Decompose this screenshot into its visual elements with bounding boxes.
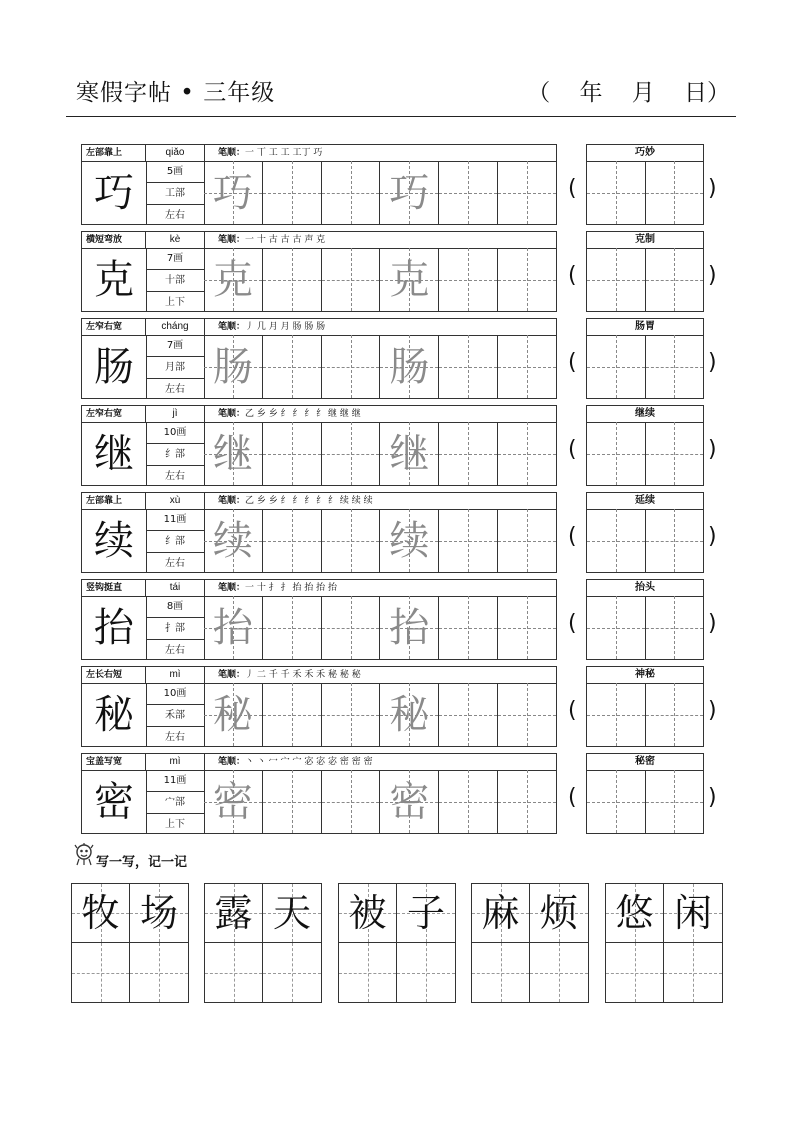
stroke-label: 笔顺： <box>218 322 246 332</box>
writing-tip: 左窄右宽 <box>82 319 146 335</box>
open-paren: ( <box>568 263 577 288</box>
word-cell[interactable] <box>587 335 646 398</box>
word-cell[interactable] <box>587 509 646 572</box>
word-title: 延续 <box>587 493 703 510</box>
writing-cell[interactable] <box>397 943 455 1002</box>
trace-character: 肠 <box>212 344 253 390</box>
page-title: 寒假字帖 • 三年级 <box>76 80 276 106</box>
mascot-icon <box>72 842 96 866</box>
open-paren: ( <box>568 611 577 636</box>
word-character: 天 <box>272 891 311 935</box>
word-cell[interactable] <box>646 683 704 746</box>
trace-character: 巧 <box>389 170 430 216</box>
structure: 左右 <box>165 384 185 395</box>
practice-grid <box>204 596 556 659</box>
stroke-order <box>218 493 552 509</box>
writing-cell[interactable] <box>606 943 664 1002</box>
word-cell[interactable] <box>646 248 704 311</box>
char-info <box>146 335 205 398</box>
writing-cell[interactable] <box>263 943 321 1002</box>
word-box <box>586 492 704 573</box>
stroke-count: 7画 <box>146 335 204 357</box>
stroke-sequence: 乙 乡 乡 纟 纟 纟 纟 继 继 继 <box>245 409 361 419</box>
model-character: 密 <box>82 770 147 833</box>
structure: 左右 <box>165 732 185 743</box>
practice-row <box>81 405 557 486</box>
writing-cell[interactable] <box>498 335 556 398</box>
writing-cell[interactable] <box>380 335 439 398</box>
writing-cell[interactable] <box>498 422 556 485</box>
word-pair-grid <box>471 883 589 1003</box>
word-grid <box>587 161 703 224</box>
model-cell <box>397 884 455 943</box>
practice-grid <box>204 161 556 224</box>
model-character: 续 <box>82 509 147 572</box>
word-pair-grid <box>71 883 189 1003</box>
word-box <box>586 144 704 225</box>
stroke-label: 笔顺： <box>218 235 246 245</box>
writing-tip: 宝盖写宽 <box>82 754 146 770</box>
close-paren: ) <box>708 263 717 288</box>
word-grid <box>587 422 703 485</box>
model-cell <box>339 884 397 943</box>
writing-cell[interactable] <box>380 683 439 746</box>
word-title: 巧妙 <box>587 145 703 162</box>
radical: 十部 <box>146 270 204 292</box>
word-cell[interactable] <box>587 770 646 833</box>
char-info <box>146 770 205 833</box>
radical: 工部 <box>146 183 204 205</box>
writing-cell[interactable] <box>322 248 381 311</box>
trace-character: 克 <box>389 257 430 303</box>
open-paren: ( <box>568 176 577 201</box>
writing-tip: 左部靠上 <box>82 493 146 509</box>
writing-cell[interactable] <box>263 161 322 224</box>
word-character: 烦 <box>539 891 578 935</box>
close-paren: ) <box>708 785 717 810</box>
writing-cell[interactable] <box>380 770 439 833</box>
pinyin: xù <box>146 493 205 509</box>
writing-cell[interactable] <box>380 161 439 224</box>
writing-cell[interactable] <box>498 770 556 833</box>
close-paren: ) <box>708 437 717 462</box>
model-cell <box>606 884 664 943</box>
header-divider <box>66 116 736 117</box>
trace-character: 密 <box>212 779 253 825</box>
writing-cell[interactable] <box>263 248 322 311</box>
word-character: 场 <box>139 891 178 935</box>
writing-cell[interactable] <box>498 161 556 224</box>
writing-tip: 左长右短 <box>82 667 146 683</box>
pinyin: tái <box>146 580 205 596</box>
word-cell[interactable] <box>646 335 704 398</box>
word-character: 露 <box>214 891 253 935</box>
practice-grid <box>204 335 556 398</box>
open-paren: ( <box>568 350 577 375</box>
stroke-count: 7画 <box>146 248 204 270</box>
writing-cell[interactable] <box>263 596 322 659</box>
practice-grid <box>204 422 556 485</box>
trace-character: 继 <box>389 431 430 477</box>
writing-cell[interactable] <box>439 422 498 485</box>
stroke-sequence: 丿 二 千 千 禾 禾 禾 秘 秘 秘 <box>245 670 361 680</box>
writing-cell[interactable] <box>204 422 263 485</box>
writing-cell[interactable] <box>322 161 381 224</box>
writing-cell[interactable] <box>263 422 322 485</box>
writing-cell[interactable] <box>322 509 381 572</box>
stroke-sequence: 乙 乡 乡 纟 纟 纟 纟 纟 续 续 续 <box>245 496 373 506</box>
model-cell <box>72 884 130 943</box>
writing-tip: 左窄右宽 <box>82 406 146 422</box>
radical: 月部 <box>146 357 204 379</box>
word-cell[interactable] <box>587 596 646 659</box>
model-cell <box>664 884 722 943</box>
trace-character: 续 <box>389 518 430 564</box>
model-character: 继 <box>82 422 147 485</box>
date-field: （ 年 月 日） <box>527 80 730 106</box>
word-cell[interactable] <box>646 770 704 833</box>
writing-cell[interactable] <box>322 422 381 485</box>
practice-grid <box>204 509 556 572</box>
word-character: 悠 <box>615 891 654 935</box>
writing-cell[interactable] <box>380 248 439 311</box>
writing-cell[interactable] <box>205 943 263 1002</box>
char-info <box>146 422 205 485</box>
word-grid <box>587 683 703 746</box>
word-title: 神秘 <box>587 667 703 684</box>
stroke-sequence: 丶 丶 冖 宀 宀 宓 宓 宓 密 密 密 <box>245 757 373 767</box>
stroke-order <box>218 406 552 422</box>
close-paren: ) <box>708 698 717 723</box>
open-paren: ( <box>568 785 577 810</box>
writing-cell[interactable] <box>439 161 498 224</box>
writing-cell[interactable] <box>498 509 556 572</box>
practice-row <box>81 144 557 225</box>
word-cell[interactable] <box>587 161 646 224</box>
model-character: 抬 <box>82 596 147 659</box>
trace-character: 续 <box>212 518 253 564</box>
writing-cell[interactable] <box>204 770 263 833</box>
word-character: 子 <box>406 891 445 935</box>
word-box <box>586 753 704 834</box>
stroke-label: 笔顺： <box>218 148 246 158</box>
word-cell[interactable] <box>646 422 704 485</box>
open-paren: ( <box>568 437 577 462</box>
word-character: 牧 <box>81 891 120 935</box>
model-cell <box>130 884 188 943</box>
writing-cell[interactable] <box>322 596 381 659</box>
writing-cell[interactable] <box>439 248 498 311</box>
practice-row <box>81 666 557 747</box>
writing-cell[interactable] <box>204 596 263 659</box>
stroke-sequence: 一 丅 工 工 工丁 巧 <box>245 148 323 158</box>
word-title: 继续 <box>587 406 703 423</box>
writing-cell[interactable] <box>339 943 397 1002</box>
stroke-order <box>218 580 552 596</box>
writing-cell[interactable] <box>380 422 439 485</box>
writing-cell[interactable] <box>322 335 381 398</box>
radical: 宀部 <box>146 792 204 814</box>
word-pair-grid <box>605 883 723 1003</box>
structure: 左右 <box>165 645 185 656</box>
word-character: 被 <box>348 891 387 935</box>
word-pair-grid <box>338 883 456 1003</box>
word-grid <box>587 248 703 311</box>
writing-cell[interactable] <box>439 683 498 746</box>
trace-character: 继 <box>212 431 253 477</box>
word-grid <box>587 596 703 659</box>
word-pair-grid <box>204 883 322 1003</box>
writing-cell[interactable] <box>263 509 322 572</box>
writing-cell[interactable] <box>204 161 263 224</box>
model-character: 巧 <box>82 161 147 224</box>
practice-grid <box>204 770 556 833</box>
writing-cell[interactable] <box>322 770 381 833</box>
stroke-order <box>218 667 552 683</box>
structure: 左右 <box>165 471 185 482</box>
stroke-order <box>218 754 552 770</box>
stroke-label: 笔顺： <box>218 583 246 593</box>
open-paren: ( <box>568 698 577 723</box>
writing-cell[interactable] <box>498 596 556 659</box>
writing-cell[interactable] <box>498 683 556 746</box>
stroke-label: 笔顺： <box>218 757 246 767</box>
writing-cell[interactable] <box>472 943 530 1002</box>
word-cell[interactable] <box>587 683 646 746</box>
char-info <box>146 248 205 311</box>
word-box <box>586 666 704 747</box>
word-grid <box>587 509 703 572</box>
stroke-sequence: 一 十 扌 扌 抬 抬 抬 抬 <box>245 583 338 593</box>
writing-cell[interactable] <box>380 596 439 659</box>
practice-row <box>81 492 557 573</box>
writing-cell[interactable] <box>204 248 263 311</box>
pinyin: jì <box>146 406 205 422</box>
writing-cell[interactable] <box>439 770 498 833</box>
stroke-order <box>218 232 552 248</box>
model-character: 秘 <box>82 683 147 746</box>
writing-cell[interactable] <box>263 335 322 398</box>
word-box <box>586 231 704 312</box>
structure: 上下 <box>165 819 185 830</box>
writing-cell[interactable] <box>263 770 322 833</box>
model-cell <box>472 884 530 943</box>
writing-cell[interactable] <box>204 335 263 398</box>
pinyin: mì <box>146 754 205 770</box>
pinyin: mì <box>146 667 205 683</box>
practice-row <box>81 231 557 312</box>
word-cell[interactable] <box>646 596 704 659</box>
stroke-count: 8画 <box>146 596 204 618</box>
practice-row <box>81 318 557 399</box>
practice-grid <box>204 248 556 311</box>
radical: 禾部 <box>146 705 204 727</box>
practice-row <box>81 753 557 834</box>
writing-cell[interactable] <box>263 683 322 746</box>
trace-character: 密 <box>389 779 430 825</box>
pinyin: qiǎo <box>146 145 205 161</box>
model-character: 肠 <box>82 335 147 398</box>
writing-cell[interactable] <box>72 943 130 1002</box>
stroke-sequence: 一 十 古 古 古 声 克 <box>245 235 326 245</box>
char-info <box>146 509 205 572</box>
stroke-count: 11画 <box>146 509 204 531</box>
stroke-label: 笔顺： <box>218 496 246 506</box>
char-info <box>146 596 205 659</box>
trace-character: 秘 <box>389 692 430 738</box>
close-paren: ) <box>708 350 717 375</box>
word-grid <box>587 770 703 833</box>
close-paren: ) <box>708 611 717 636</box>
writing-cell[interactable] <box>439 335 498 398</box>
stroke-count: 10画 <box>146 683 204 705</box>
stroke-sequence: 丿 几 月 月 肠 肠 肠 <box>245 322 326 332</box>
stroke-label: 笔顺： <box>218 409 246 419</box>
writing-cell[interactable] <box>204 683 263 746</box>
word-character: 闲 <box>673 891 712 935</box>
writing-cell[interactable] <box>439 509 498 572</box>
writing-tip: 横短弯放 <box>82 232 146 248</box>
radical: 纟部 <box>146 531 204 553</box>
trace-character: 肠 <box>389 344 430 390</box>
close-paren: ) <box>708 524 717 549</box>
word-cell[interactable] <box>587 248 646 311</box>
trace-character: 克 <box>212 257 253 303</box>
stroke-count: 11画 <box>146 770 204 792</box>
pinyin: cháng <box>146 319 205 335</box>
writing-cell[interactable] <box>498 248 556 311</box>
writing-cell[interactable] <box>130 943 188 1002</box>
writing-cell[interactable] <box>380 509 439 572</box>
word-cell[interactable] <box>587 422 646 485</box>
word-title: 抬头 <box>587 580 703 597</box>
section-title: 写一写，记一记 <box>96 855 188 870</box>
structure: 上下 <box>165 297 185 308</box>
close-paren: ) <box>708 176 717 201</box>
model-cell <box>205 884 263 943</box>
practice-row <box>81 579 557 660</box>
writing-tip: 竖钩挺直 <box>82 580 146 596</box>
pinyin: kè <box>146 232 205 248</box>
radical: 扌部 <box>146 618 204 640</box>
word-box <box>586 318 704 399</box>
char-info <box>146 683 205 746</box>
radical: 纟部 <box>146 444 204 466</box>
word-cell[interactable] <box>646 161 704 224</box>
open-paren: ( <box>568 524 577 549</box>
word-box <box>586 405 704 486</box>
structure: 左右 <box>165 558 185 569</box>
trace-character: 抬 <box>212 605 253 651</box>
stroke-order <box>218 145 552 161</box>
model-cell <box>263 884 321 943</box>
stroke-label: 笔顺： <box>218 670 246 680</box>
word-box <box>586 579 704 660</box>
writing-cell[interactable] <box>439 596 498 659</box>
model-cell <box>530 884 588 943</box>
model-character: 克 <box>82 248 147 311</box>
word-character: 麻 <box>481 891 520 935</box>
writing-cell[interactable] <box>664 943 722 1002</box>
trace-character: 秘 <box>212 692 253 738</box>
structure: 左右 <box>165 210 185 221</box>
word-grid <box>587 335 703 398</box>
stroke-count: 10画 <box>146 422 204 444</box>
word-title: 肠胃 <box>587 319 703 336</box>
word-cell[interactable] <box>646 509 704 572</box>
stroke-order <box>218 319 552 335</box>
trace-character: 巧 <box>212 170 253 216</box>
practice-grid <box>204 683 556 746</box>
writing-cell[interactable] <box>322 683 381 746</box>
word-title: 秘密 <box>587 754 703 771</box>
word-title: 克制 <box>587 232 703 249</box>
writing-cell[interactable] <box>204 509 263 572</box>
writing-cell[interactable] <box>530 943 588 1002</box>
trace-character: 抬 <box>389 605 430 651</box>
stroke-count: 5画 <box>146 161 204 183</box>
writing-tip: 左部靠上 <box>82 145 146 161</box>
char-info <box>146 161 205 224</box>
